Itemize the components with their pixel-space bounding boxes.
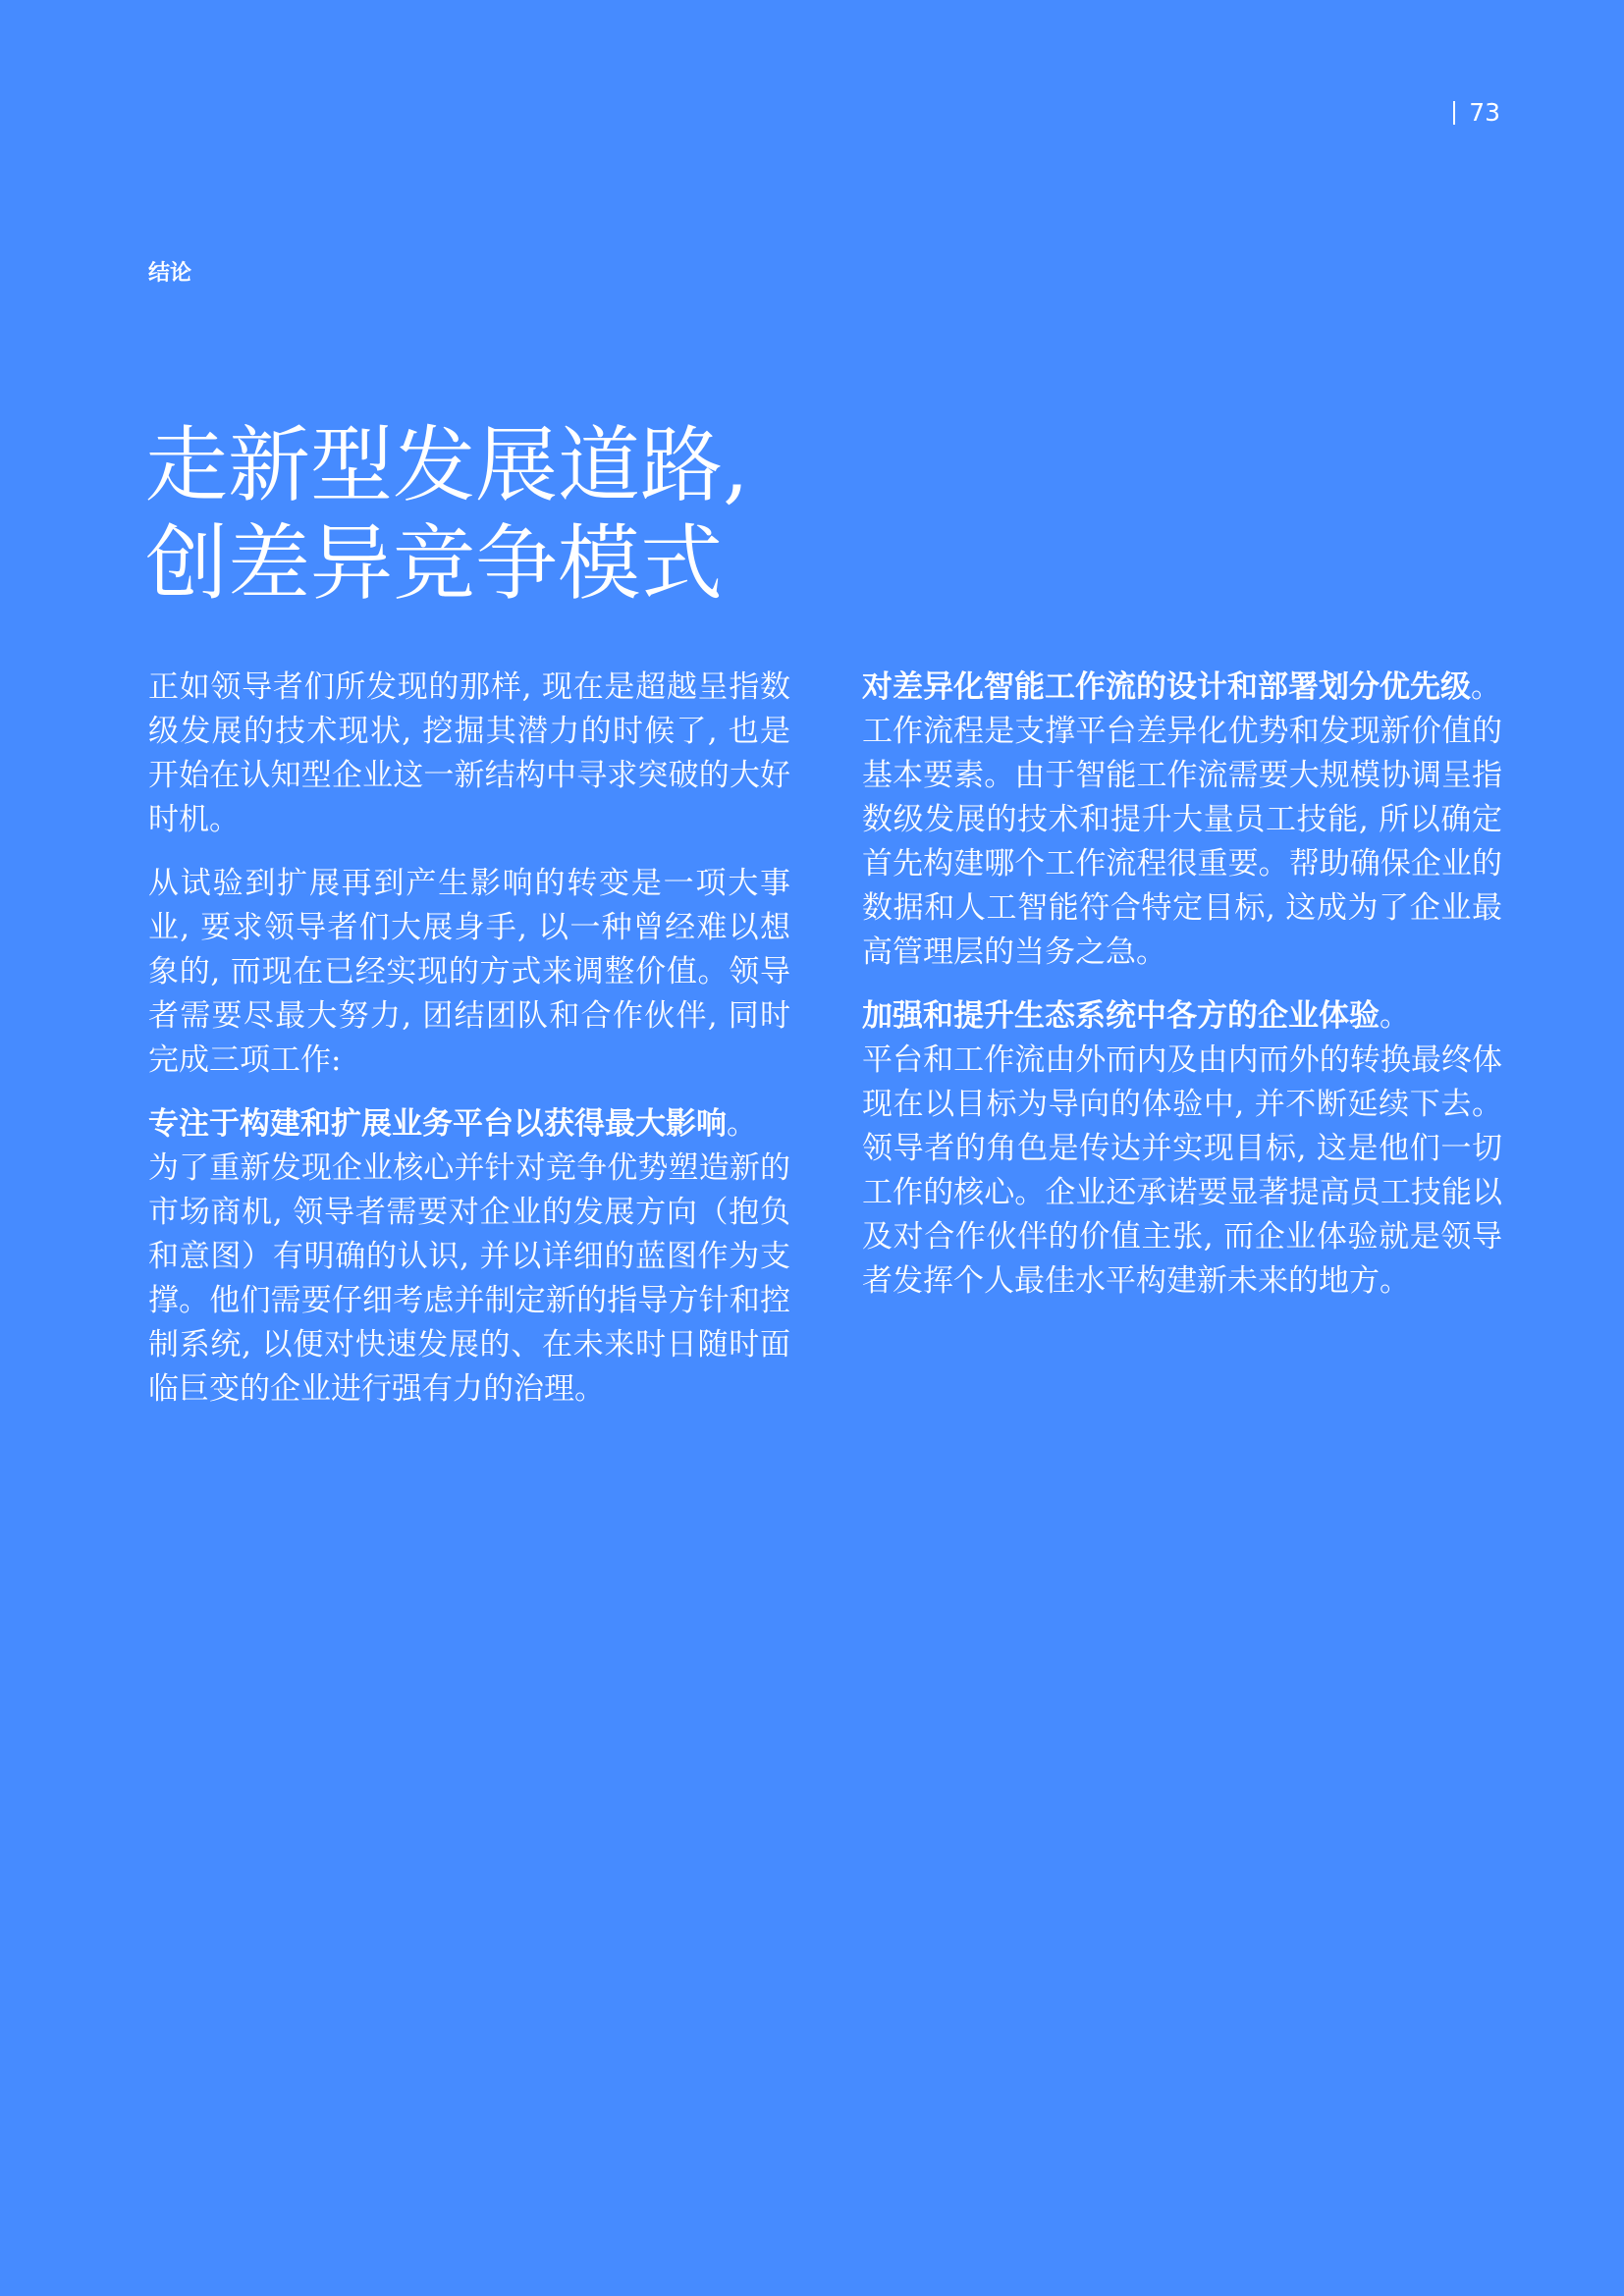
page-number-value: 73 bbox=[1469, 98, 1500, 127]
left-column bbox=[148, 666, 790, 1431]
right-column bbox=[862, 666, 1502, 1323]
focus-item-workflows bbox=[862, 666, 1502, 975]
page-title-line-2: 创差异竞争模式 bbox=[145, 515, 724, 612]
heading-period: 。 bbox=[1471, 669, 1501, 705]
intro-paragraph: 正如领导者们所发现的那样, 现在是超越呈指数级发展的技术现状, 挖掘其潜力的时候了, 也是开始在认知型企业这一新结构中寻求突破的大好时机。 bbox=[148, 669, 790, 837]
page-number-divider bbox=[1453, 101, 1455, 125]
focus-item-experience bbox=[862, 994, 1502, 1304]
transition-paragraph: 从试验到扩展再到产生影响的转变是一项大事业, 要求领导者们大展身手, 以一种曾经难以想象的, 而现在已经实现的方式来调整价值。领导者需要尽最大努力, 团结团队和合作伙伴, 同时完成三项工作: bbox=[148, 866, 790, 1078]
focus-item-experience-body: 平台和工作流由外而内及由内而外的转换最终体现在以目标为导向的体验中, 并不断延续下去。领导者的角色是传达并实现目标, 这是他们一切工作的核心。企业还承诺要显著提高员工技能以及对合作伙伴的价值主张, 而企业体验就是领导者发挥个人最佳水平构建新未来的地方。 bbox=[862, 1042, 1502, 1299]
focus-item-workflows-body: 工作流程是支撑平台差异化优势和发现新价值的基本要素。由于智能工作流需要大规模协调呈指数级发展的技术和提升大量员工技能, 所以确定首先构建哪个工作流程很重要。帮助确保企业的数据和人工智能符合特定目标, 这成为了企业最高管理层的当务之急。 bbox=[862, 714, 1502, 970]
focus-item-platforms-body: 为了重新发现企业核心并针对竞争优势塑造新的市场商机, 领导者需要对企业的发展方向（抱负和意图）有明确的认识, 并以详细的蓝图作为支撑。他们需要仔细考虑并制定新的指导方针和控制系统, 以便对快速发展的、在未来时日随时面临巨变的企业进行强有力的治理。 bbox=[148, 1150, 790, 1407]
page-number bbox=[1453, 98, 1500, 128]
page-title-line-1: 走新型发展道路, bbox=[145, 417, 749, 513]
focus-item-platforms bbox=[148, 1102, 790, 1412]
page-title bbox=[145, 416, 749, 613]
section-label: 结论 bbox=[148, 260, 192, 286]
focus-item-platforms-heading: 专注于构建和扩展业务平台以获得最大影响 bbox=[148, 1106, 727, 1142]
heading-period: 。 bbox=[727, 1106, 757, 1142]
focus-item-experience-heading: 加强和提升生态系统中各方的企业体验 bbox=[862, 998, 1380, 1034]
focus-item-workflows-heading: 对差异化智能工作流的设计和部署划分优先级 bbox=[862, 669, 1471, 705]
heading-period: 。 bbox=[1380, 998, 1410, 1034]
